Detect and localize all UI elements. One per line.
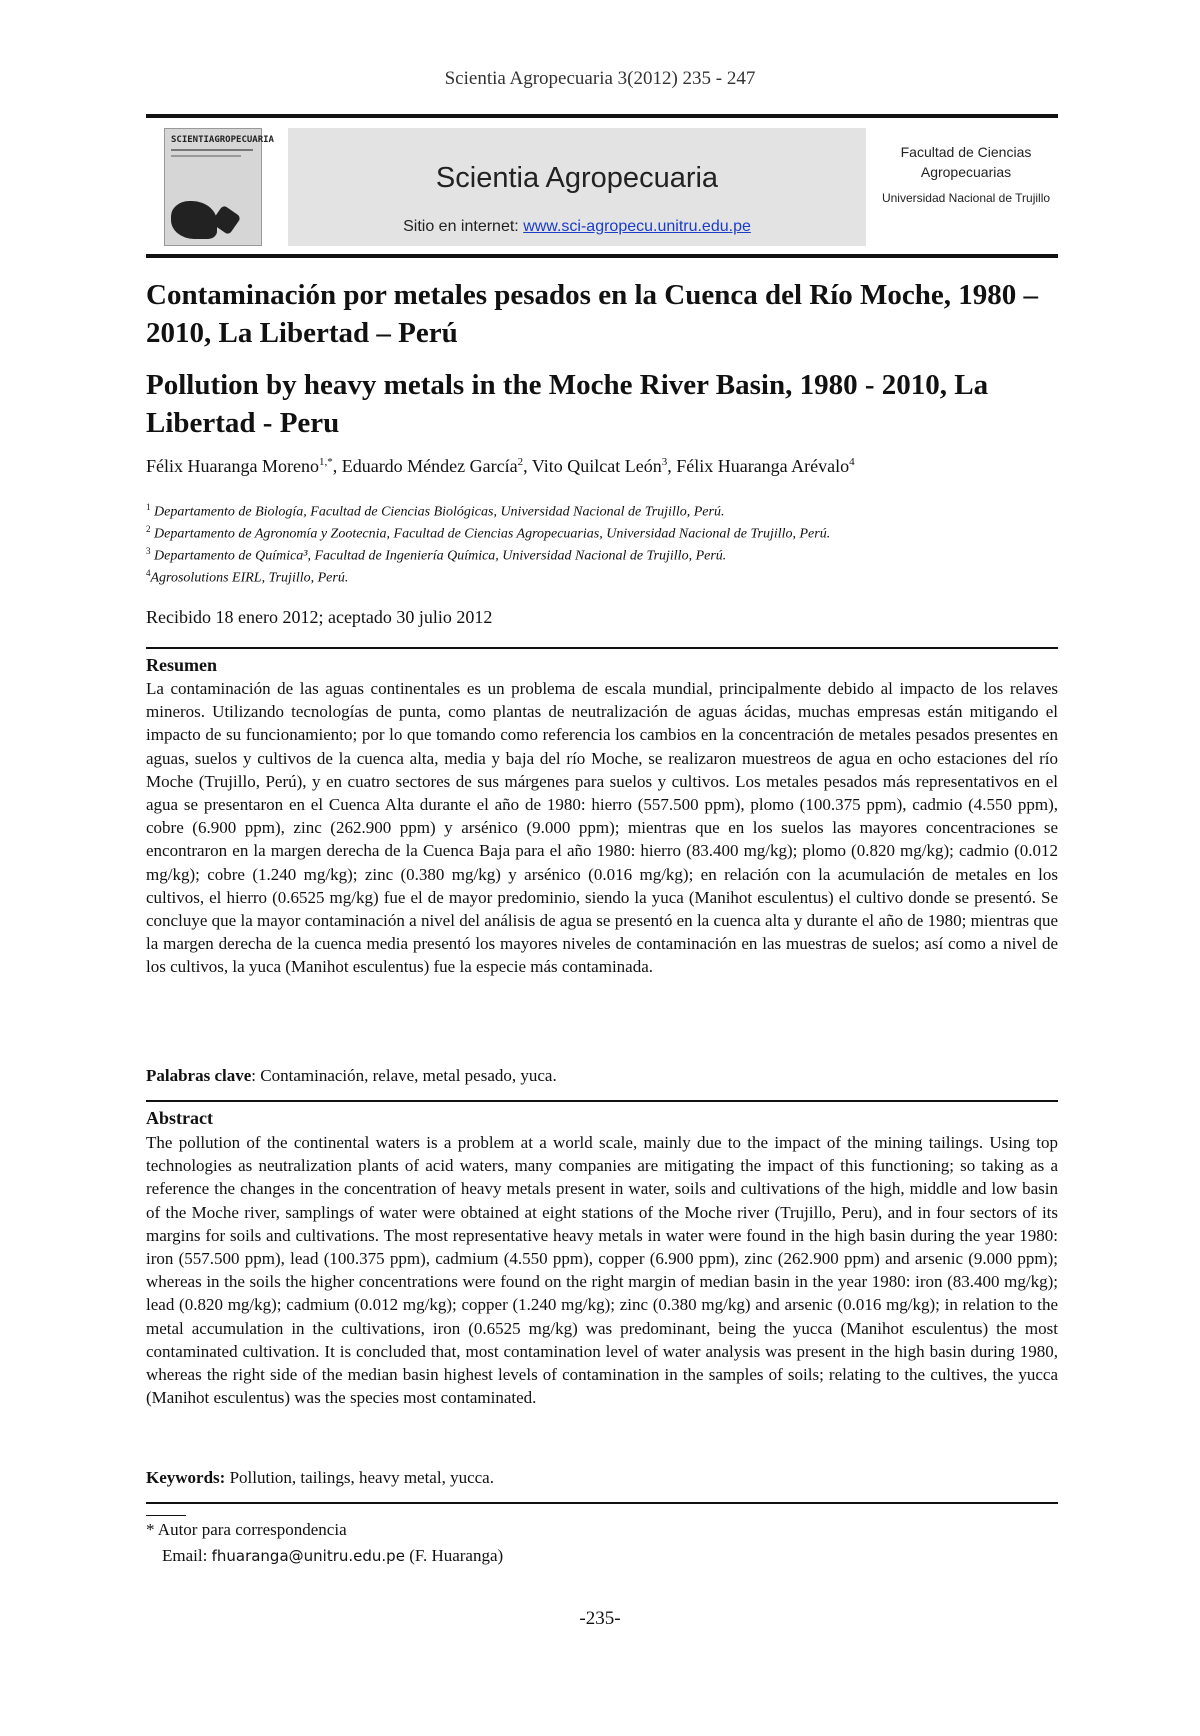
journal-title-box	[288, 128, 866, 246]
author-name: Félix Huaranga Moreno	[146, 456, 319, 476]
author-sep: ,	[332, 456, 342, 476]
section-rule	[146, 1502, 1058, 1504]
author-sep: ,	[523, 456, 532, 476]
journal-site-link[interactable]: www.sci-agropecu.unitru.edu.pe	[523, 218, 751, 235]
author-name: Félix Huaranga Arévalo	[676, 456, 850, 476]
email-address[interactable]: fhuaranga@unitru.edu.pe	[211, 1547, 405, 1565]
affiliation-number: 1	[146, 502, 151, 512]
footnote-rule	[146, 1515, 186, 1516]
author-sep: ,	[667, 456, 677, 476]
author-name: Vito Quilcat León	[531, 456, 662, 476]
affiliation-text: Departamento de Química³, Facultad de Ingeniería Química, Universidad Nacional de Trujillo, Perú.	[150, 548, 727, 564]
site-label: Sitio en internet:	[403, 218, 524, 235]
author-affil-mark: 3	[661, 456, 668, 468]
cover-line	[171, 149, 253, 151]
affiliation-text: Departamento de Biología, Facultad de Ciencias Biológicas, Universidad Nacional de Trujillo, Perú.	[150, 504, 725, 520]
section-rule	[146, 647, 1058, 649]
cover-logo-icon	[171, 201, 217, 239]
received-dates: Recibido 18 enero 2012; aceptado 30 julio 2012	[146, 607, 493, 627]
abstract-body: The pollution of the continental waters is a problem at a world scale, mainly due to the impact of the mining tailings. Using top technologies as neutralization plants of acid waters, many companies are mitigating the impact of this functioning; so taking as a reference the changes in the concentration of heavy metals present in water, soils and cultivations of the high, middle and low basin of the Moche river, samplings of water were obtained at eight stations of the Moche river (Trujillo, Peru), and in four sectors of its margins for soils and cultivations. The most representative heavy metals in water were found in the high basin during the year 1980: iron (557.500 ppm), lead (100.375 ppm), cadmium (4.550 ppm), copper (6.900 ppm), zinc (262.900 ppm) and arsenic (9.000 ppm); whereas in the soils the higher concentrations were found on the right margin of median basin in the year 1980: iron (83.400 mg/kg); lead (0.820 mg/kg); cadmium (0.012 mg/kg); copper (1.240 mg/kg); zinc (0.380 mg/kg) and arsenic (0.016 mg/kg); in relation to the metal accumulation in the cultivations, iron (0.6525 mg/kg) was predominant, being the yucca (Manihot esculentus) the most contaminated cultivation. It is concluded that, most contamination level of water analysis was present in the high basin during 1980, whereas the right side of the median basin highest levels of contamination in the samples of soils; relating to the cultives, the yucca (Manihot esculentus) was the species most contaminated.	[146, 1133, 1058, 1408]
site-line	[288, 218, 866, 236]
email-suffix: (F. Huaranga)	[404, 1546, 504, 1565]
section-rule	[146, 1100, 1058, 1102]
affiliation-1	[146, 502, 1058, 521]
keywords-text: : Contaminación, relave, metal pesado, yuca.	[251, 1066, 557, 1085]
affiliation-text: Agrosolutions EIRL, Trujillo, Perú.	[150, 570, 349, 586]
faculty-name: Facultad de Ciencias Agropecuarias	[900, 144, 1032, 180]
keywords-label: Keywords:	[146, 1468, 226, 1487]
author-list	[146, 456, 1058, 477]
cover-line	[171, 155, 241, 157]
keywords-label: Palabras clave	[146, 1066, 252, 1085]
email-label: Email:	[162, 1546, 212, 1565]
corresponding-email	[162, 1546, 503, 1566]
journal-cover-image	[164, 128, 274, 246]
affiliation-text: Departamento de Agronomía y Zootecnia, Facultad de Ciencias Agropecuarias, Universidad Nacional de Trujillo, Perú.	[150, 526, 831, 542]
palabras-clave	[146, 1066, 1058, 1086]
running-head: Scientia Agropecuaria 3(2012) 235 - 247	[444, 68, 756, 89]
cover-title: SCIENTIAGROPECUARIA	[171, 135, 274, 145]
resumen-heading: Resumen	[146, 655, 217, 675]
keywords	[146, 1468, 1058, 1488]
journal-name: Scientia Agropecuaria	[435, 162, 719, 194]
author-name: Eduardo Méndez García	[341, 456, 518, 476]
resumen-body: La contaminación de las aguas continentales es un problema de escala mundial, principalmente debido al impacto de los relaves mineros. Utilizando tecnologías de punta, como plantas de neutralización de aguas ácidas, muchas empresas están mitigando el impacto de su funcionamiento; por lo que tomando como referencia los cambios en la concentración de metales pesados presentes en aguas, suelos y cultivos de la cuenca alta, media y baja del río Moche, se realizaron muestreos de agua en ocho estaciones del río Moche (Trujillo, Perú), y en cuatro sectores de sus márgenes para suelos y cultivos. Los metales pesados más representativos en el agua se presentaron en el Cuenca Alta durante el año de 1980: hierro (557.500 ppm), plomo (100.375 ppm), cadmio (4.550 ppm), cobre (6.900 ppm), zinc (262.900 ppm) y arsénico (9.000 ppm); mientras que en los suelos las mayores concentraciones se encontraron en la margen derecha de la Cuenca Baja para el año 1980: hierro (83.400 mg/kg); plomo (0.820 mg/kg); cadmio (0.012 mg/kg); cobre (1.240 mg/kg); zinc (0.380 mg/kg) y arsénico (0.016 mg/kg); en relación con la acumulación de metales en los cultivos, el hierro (0.6525 mg/kg) fue el de mayor predominio, siendo la yuca (Manihot esculentus) el cultivo donde se presentó. Se concluye que la mayor contaminación a nivel del análisis de agua se presentó en la cuenca alta y durante el año de 1980; mientras que la margen derecha de la cuenca media presentó los mayores niveles de contaminación en las muestras de suelos; así como a nivel de los cultivos, la yuca (Manihot esculentus) fue la especie más contaminada.	[146, 679, 1058, 977]
affiliation-3	[146, 546, 1058, 565]
header-bottom-rule	[146, 254, 1058, 258]
title-spanish: Contaminación por metales pesados en la Cuenca del Río Moche, 1980 – 2010, La Libertad – Perú	[146, 279, 1039, 349]
corresponding-author-note: * Autor para correspondencia	[146, 1520, 347, 1539]
affiliation-number: 2	[146, 524, 151, 534]
title-english: Pollution by heavy metals in the Moche River Basin, 1980 - 2010, La Libertad - Peru	[146, 369, 989, 439]
abstract-heading: Abstract	[146, 1108, 213, 1128]
author-affil-mark: 4	[849, 456, 855, 468]
affiliation-number: 3	[146, 546, 151, 556]
author-affil-mark: 1,*	[318, 456, 333, 468]
faculty-block	[874, 142, 1058, 207]
affiliation-number: 4	[146, 568, 151, 578]
author-affil-mark: 2	[517, 456, 524, 468]
university-name: Universidad Nacional de Trujillo	[881, 191, 1051, 205]
affiliation-4	[146, 568, 1058, 587]
page-number: -235-	[579, 1608, 621, 1629]
journal-header	[146, 118, 1058, 254]
affiliation-2	[146, 524, 1058, 543]
keywords-text: Pollution, tailings, heavy metal, yucca.	[225, 1468, 494, 1487]
